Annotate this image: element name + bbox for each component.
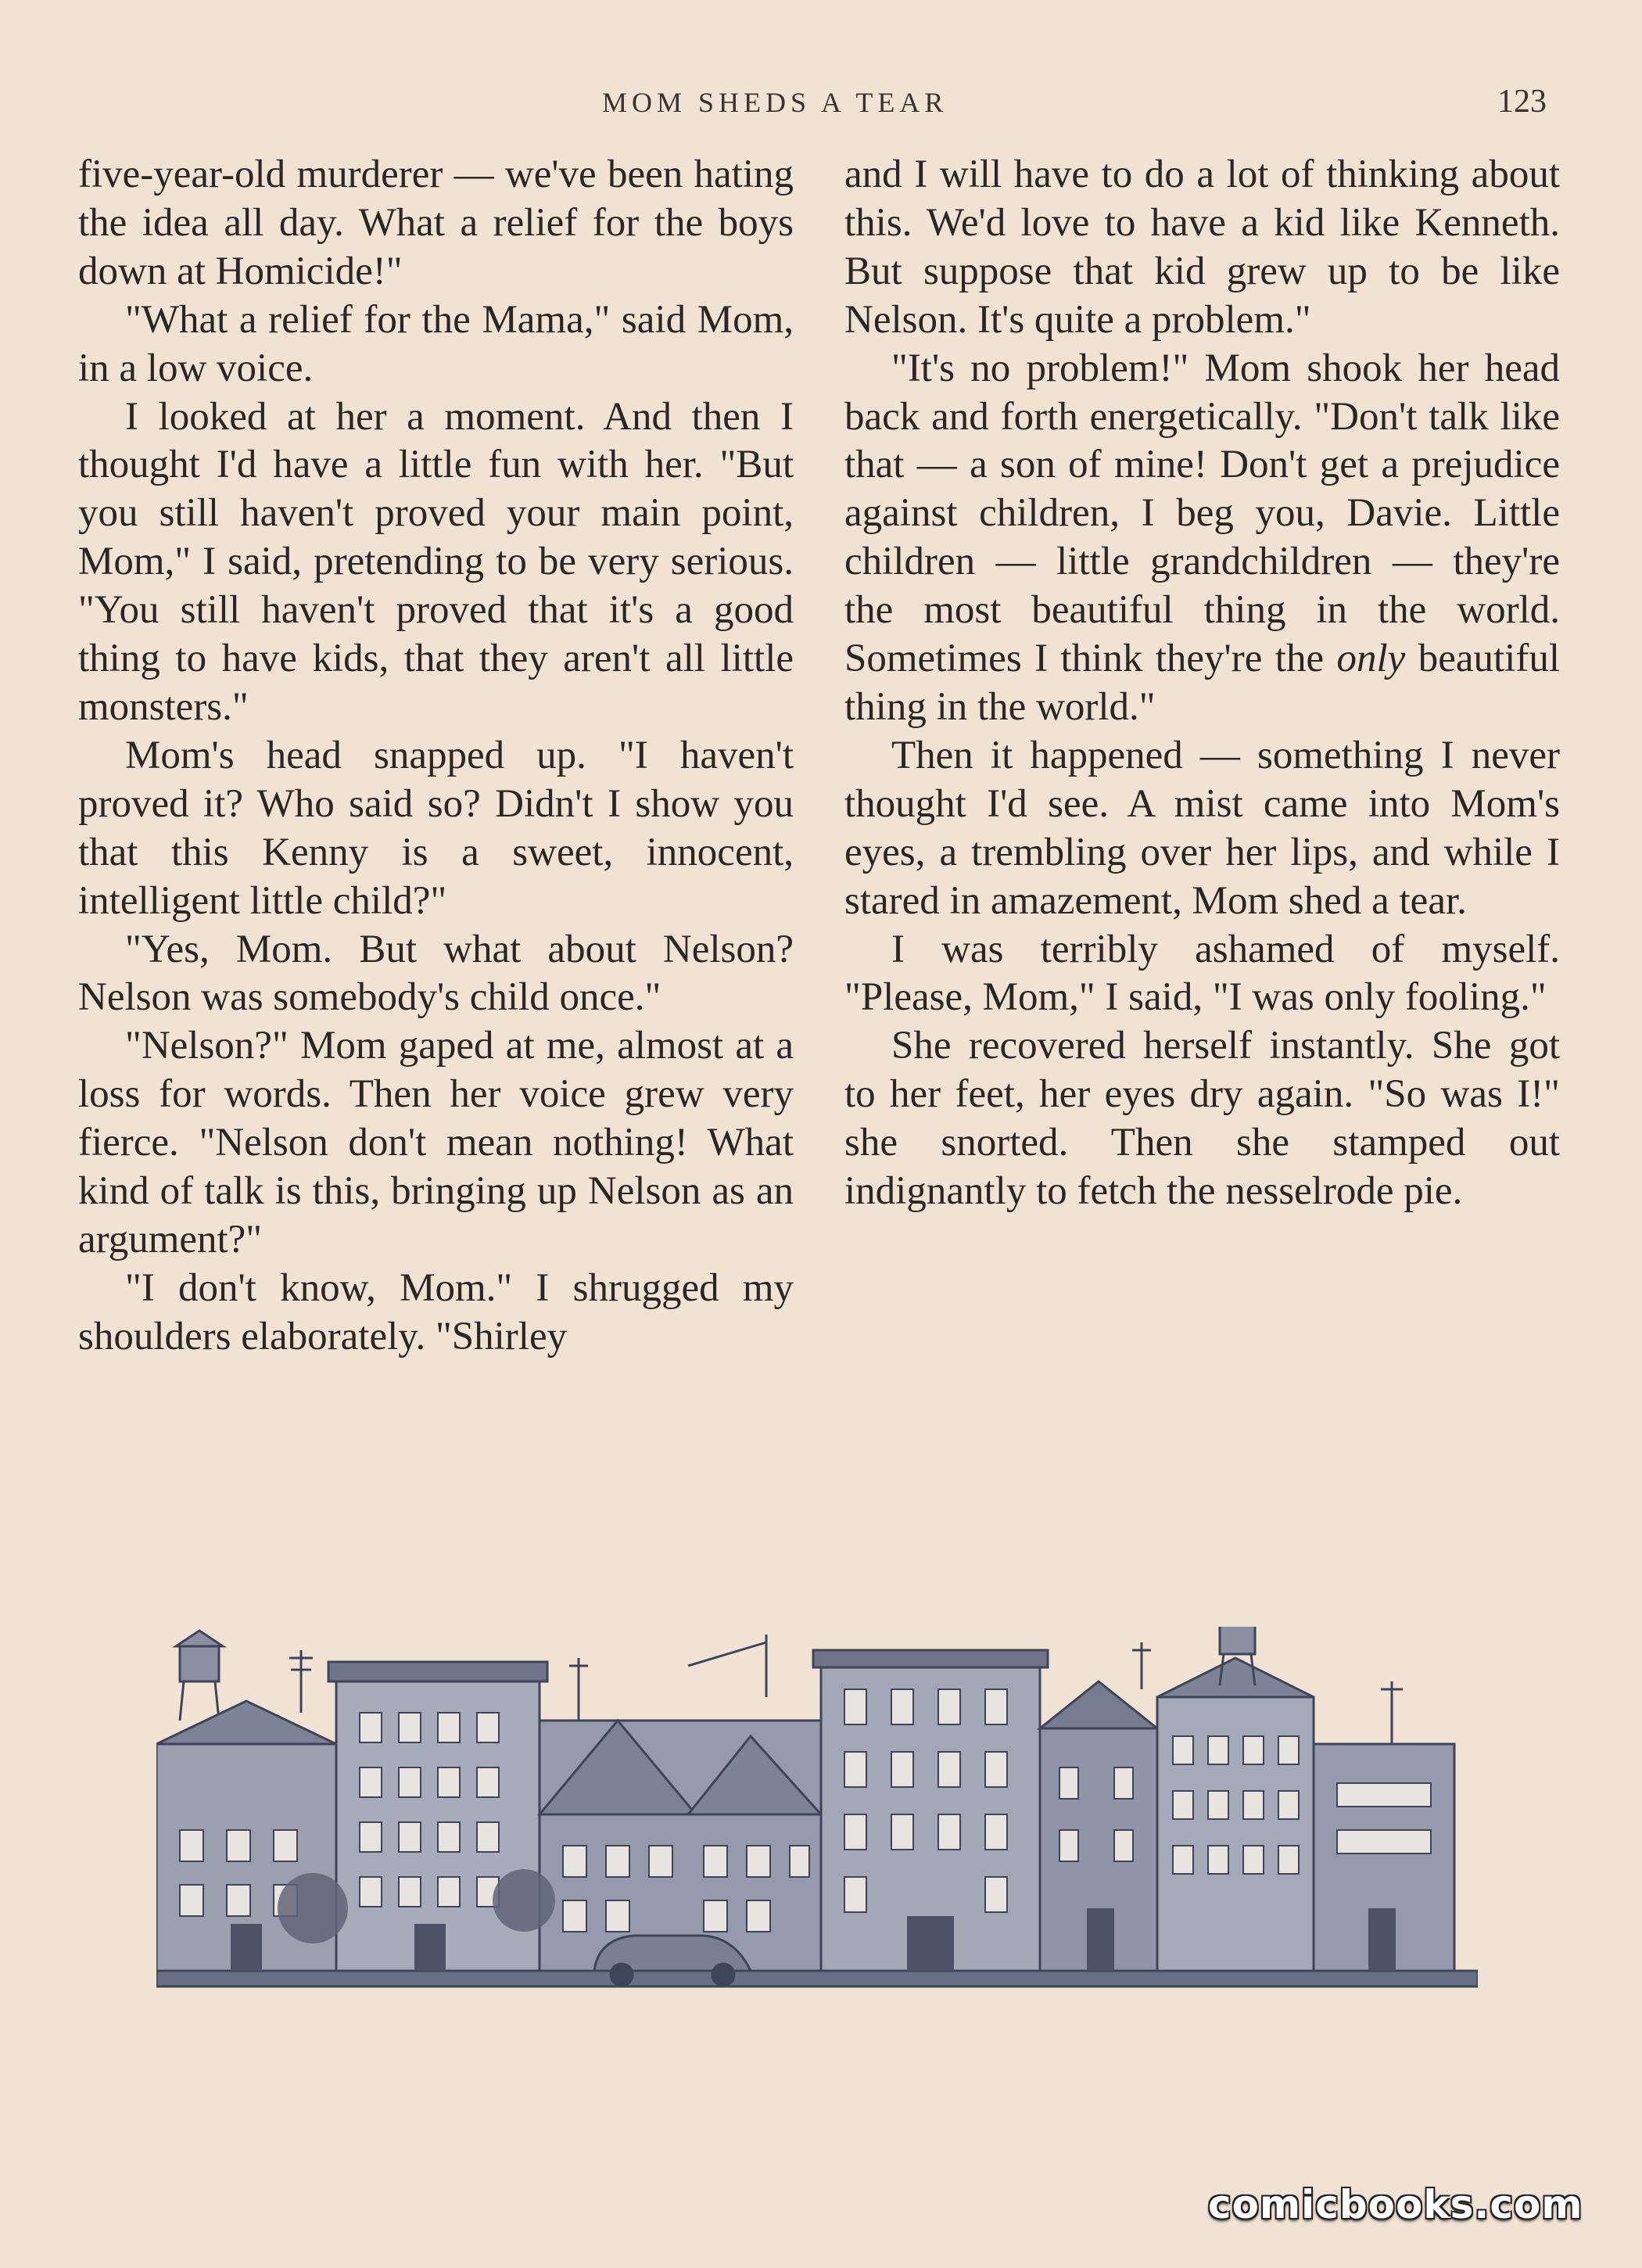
paragraph: I was terribly ashamed of myself. "Please, Mom," I said, "I was only fooling."	[844, 927, 1560, 1020]
paragraph	[844, 345, 1560, 732]
paragraph: She recovered herself instantly. She got to her feet, her eyes dry again. "So was I!" she snorted. Then she stamped out indignantly to fetch the nesselrode pie.	[844, 1024, 1560, 1214]
paragraph: "I don't know, Mom." I shrugged my shoulders elaborately. "Shirley	[78, 1265, 794, 1358]
page-header	[0, 80, 1642, 127]
paragraph-text: "It's no problem!" Mom shook her head back and forth energetically. "Don't talk like that — a son of mine! Don't get a prejudice against children, I beg you, Davie. Little children — little grandchildren — they're the most beautiful thing in the world. Sometimes I think they're the	[844, 346, 1560, 681]
paragraph-text: beautiful thing in the world."	[844, 637, 1560, 729]
water-tower-icon	[176, 1631, 223, 1721]
paragraph: I looked at her a moment. And then I thought I'd have a little fun with her. "But you still haven't proved your main point, Mom," I said, pretending to be very serious. "You still haven't proved that it's a good thing to have kids, that they aren't all little monsters."	[78, 394, 794, 729]
paragraph: five-year-old murderer — we've been hating the idea all day. What a relief for the boys down at Homicide!"	[78, 153, 794, 293]
paragraph: "Yes, Mom. But what about Nelson? Nelson was somebody's child once."	[78, 927, 794, 1020]
emphasis-text: only	[1336, 637, 1406, 681]
paragraph: "What a relief for the Mama," said Mom, in a low voice.	[78, 297, 794, 390]
left-text-column	[78, 151, 794, 1362]
right-text-column	[844, 151, 1560, 1216]
townhouse-illustration	[156, 1627, 1478, 2018]
paragraph: Then it happened — something I never thought I'd see. A mist came into Mom's eyes, a trembling over her lips, and while I stared in amazement, Mom shed a tear.	[844, 733, 1560, 923]
page-number: 123	[1497, 84, 1547, 120]
paragraph: and I will have to do a lot of thinking about this. We'd love to have a kid like Kenneth. But suppose that kid grew up to be like Nelson. It's quite a problem."	[844, 153, 1560, 342]
running-title: MOM SHEDS A TEAR	[602, 87, 948, 118]
paragraph: Mom's head snapped up. "I haven't proved it? Who said so? Didn't I show you that this Kenny is a sweet, innocent, intelligent little child?"	[78, 733, 794, 923]
watermark: comicbooks.com	[1208, 2182, 1583, 2227]
paragraph: "Nelson?" Mom gaped at me, almost at a loss for words. Then her voice grew very fierce. "Nelson don't mean nothing! What kind of talk is this, bringing up Nelson as an argument?"	[78, 1024, 794, 1261]
